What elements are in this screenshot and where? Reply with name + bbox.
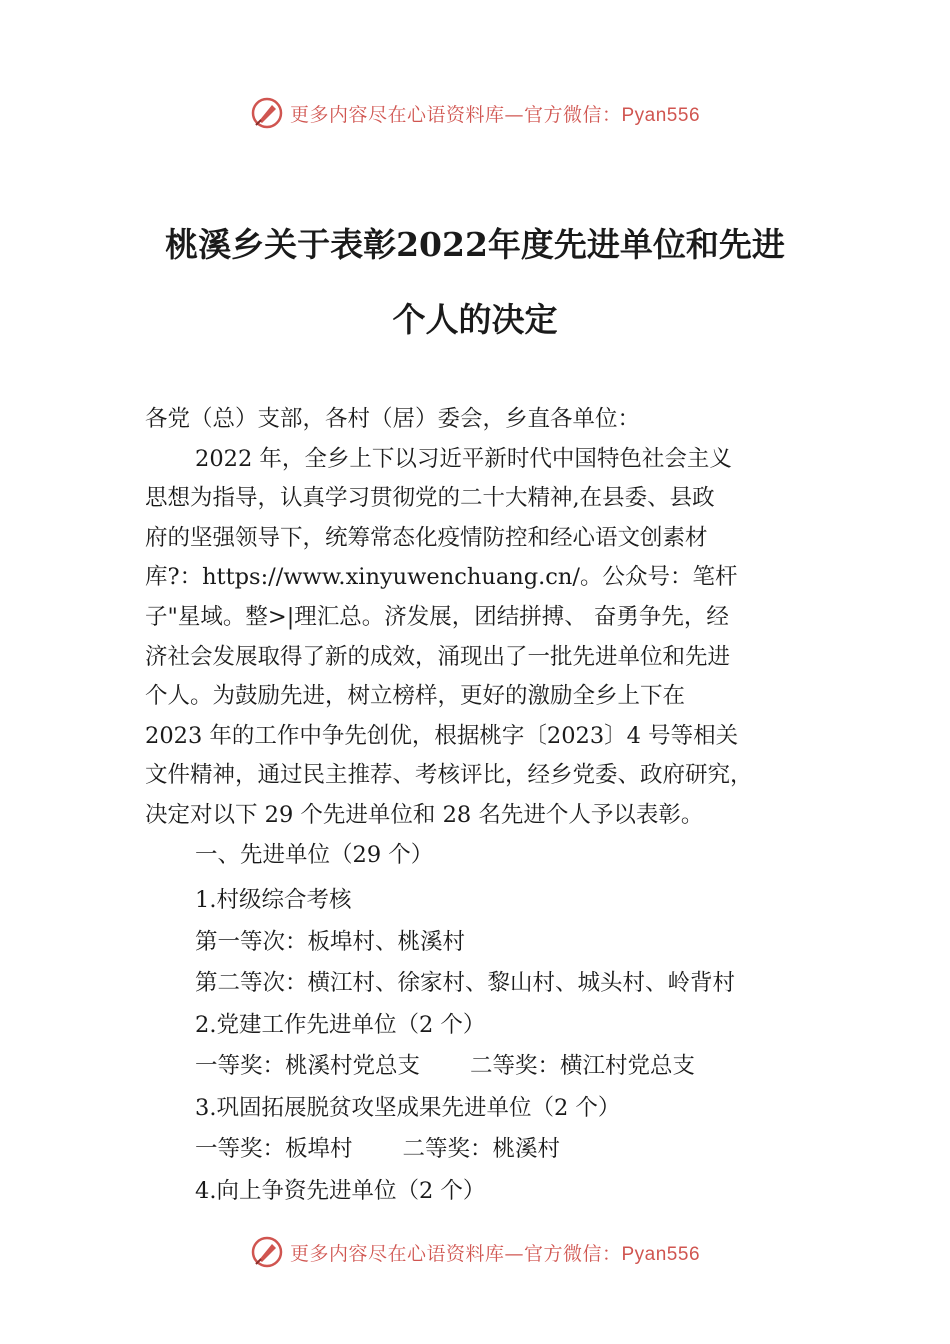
- paragraph-line: 2022 年，全乡上下以习近平新时代中国特色社会主义: [195, 445, 732, 472]
- award-line: 一等奖：桃溪村党总支 二等奖：横江村党总支: [195, 1053, 696, 1079]
- paragraph-line: 2023 年的工作中争先创优，根据桃字〔2023〕4 号等相关: [145, 722, 739, 749]
- paragraph-line: 子"星域。整>|理汇总。济发展，团结拼搏、 奋勇争先，经: [145, 603, 729, 630]
- section-heading: 一、先进单位（29 个）: [195, 841, 434, 868]
- award-list: [145, 880, 835, 1212]
- award-line: 第一等次：板埠村、桃溪村: [195, 928, 466, 955]
- banner-text: 更多内容尽在心语资料库—官方微信：Pyan556: [289, 1242, 701, 1265]
- paragraph-line: 决定对以下 29 个先进单位和 28 名先进个人予以表彰。: [145, 801, 704, 828]
- watermark-banner-top: [0, 93, 950, 133]
- salutation: 各党（总）支部，各村（居）委会，乡直各单位：: [145, 406, 641, 432]
- paragraph-line: 库?：https://www.xinyuwenchuang.cn/。公众号：笔杆: [145, 564, 738, 591]
- title-line-2: 个人的决定: [392, 300, 558, 339]
- paragraph-line: 思想为指导，认真学习贯彻党的二十大精神,在县委、县政: [145, 485, 715, 512]
- pen-nib-logo-icon: [250, 96, 284, 130]
- document-title: [100, 207, 850, 357]
- watermark-banner-bottom: [0, 1232, 950, 1272]
- wechat-id: Pyan556: [621, 1243, 701, 1265]
- paragraph-line: 府的坚强领导下，统筹常态化疫情防控和经心语文创素材: [145, 524, 708, 551]
- paragraph-line: 济社会发展取得了新的成效，涌现出了一批先进单位和先进: [145, 643, 731, 670]
- award-line: 第二等次：横江村、徐家村、黎山村、城头村、岭背村: [195, 970, 736, 996]
- item-heading: 2.党建工作先进单位（2 个）: [195, 1011, 486, 1038]
- item-heading: 1.村级综合考核: [195, 887, 352, 913]
- banner-text: 更多内容尽在心语资料库—官方微信：Pyan556: [289, 103, 701, 126]
- wechat-id: Pyan556: [621, 104, 701, 126]
- award-line: 一等奖：板埠村 二等奖：桃溪村: [195, 1136, 561, 1162]
- document-body: [145, 400, 835, 875]
- item-heading: 4.向上争资先进单位（2 个）: [195, 1177, 486, 1204]
- item-heading: 3.巩固拓展脱贫攻坚成果先进单位（2 个）: [195, 1094, 621, 1121]
- pen-nib-logo-icon: [250, 1235, 284, 1269]
- paragraph-line: 个人。为鼓励先进，树立榜样，更好的激励全乡上下在: [145, 683, 686, 710]
- title-line-1: 桃溪乡关于表彰2022年度先进单位和先进: [165, 225, 785, 264]
- paragraph-line: 文件精神，通过民主推荐、考核评比，经乡党委、政府研究，: [145, 762, 753, 789]
